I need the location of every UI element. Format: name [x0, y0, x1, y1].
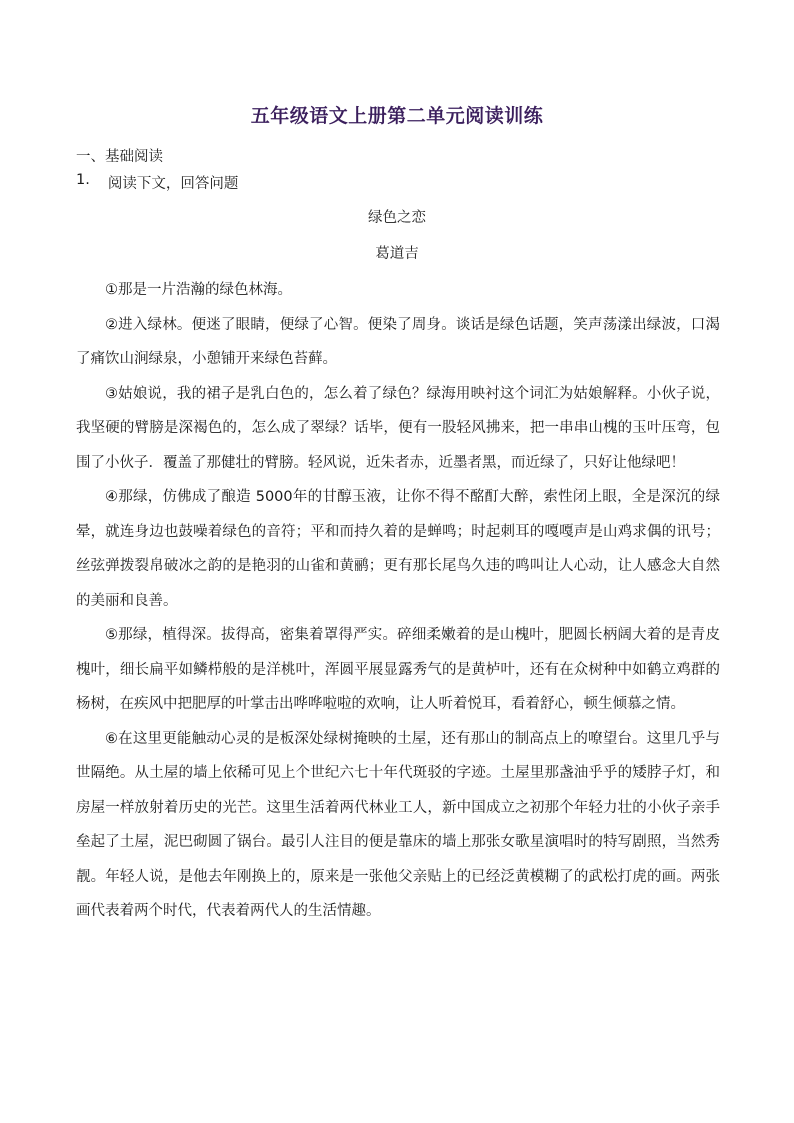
article-author: 葛道吉 — [375, 246, 419, 262]
question-number: 1. — [76, 172, 90, 188]
paragraph-2: ②进入绿林。便迷了眼睛，便绿了心智。便染了周身。谈话是绿色话题，笑声荡漾出绿波，口渴了痛饮山涧绿泉，小憩铺开来绿色苔藓。 — [76, 316, 720, 367]
section-heading: 一、基础阅读 — [76, 149, 163, 165]
article-title: 绿色之恋 — [368, 210, 426, 226]
paragraph-1: ①那是一片浩瀚的绿色林海。 — [105, 282, 292, 298]
paragraph-6: ⑥在这里更能触动心灵的是板深处绿树掩映的土屋，还有那山的制高点上的嘹望台。这里几乎与世隔绝。从土屋的墙上依稀可见上个世纪六七十年代斑驳的字迹。土屋里那盏油乎乎的矮脖子灯，和房屋一样放射着历史的光芒。这里生活着两代林业工人，新中国成立之初那个年轻力壮的小伙子亲手垒起了土屋，泥巴砌圆了锅台。最引人注目的便是靠床的墙上那张女歌星演唱时的特写剧照，当然秀靓。年轻人说，是他去年刚换上的，原来是一张他父亲贴上的已经泛黄模糊了的武松打虎的画。两张画代表着两个时代，代表着两代人的生活情趣。 — [76, 730, 720, 919]
paragraph-5: ⑤那绿，植得深。拔得高，密集着罩得严实。碎细柔嫩着的是山槐叶，肥圆长柄阔大着的是青皮槐叶，细长扁平如鳞栉般的是洋桃叶，浑圆平展显露秀气的是黄栌叶，还有在众树种中如鹤立鸡群的杨树，在疾风中把肥厚的叶掌击出哗哗啦啦的欢响，让人听着悦耳，看着舒心，顿生倾慕之情。 — [76, 627, 720, 712]
paragraph-4: ④那绿，仿佛成了酿造 5000年的甘醇玉液，让你不得不酩酊大醉，索性闭上眼，全是深沉的绿晕，就连身边也鼓噪着绿色的音符；平和而持久着的是蝉鸣；时起刺耳的嘎嘎声是山鸡求偶的讯号；丝弦弹拨裂帛破冰之韵的是艳羽的山雀和黄鹂；更有那长尾鸟久违的鸣叫让人心动，让人感念大自然的美丽和良善。 — [76, 489, 720, 609]
question-line — [76, 172, 238, 193]
article-body — [76, 273, 720, 929]
question-prompt: 阅读下文，回答问题 — [107, 176, 239, 192]
paragraph-3: ③姑娘说，我的裙子是乳白色的，怎么着了绿色？绿海用映衬这个词汇为姑娘解释。小伙子说，我坚硬的臂膀是深褐色的，怎么成了翠绿？话毕，便有一股轻风拂来，把一串串山槐的玉叶压弯，包围了小伙子．覆盖了那健壮的臂膀。轻风说，近朱者赤，近墨者黑，而近绿了，只好让他绿吧！ — [76, 385, 720, 471]
document-title: 五年级语文上册第二单元阅读训练 — [250, 105, 544, 127]
